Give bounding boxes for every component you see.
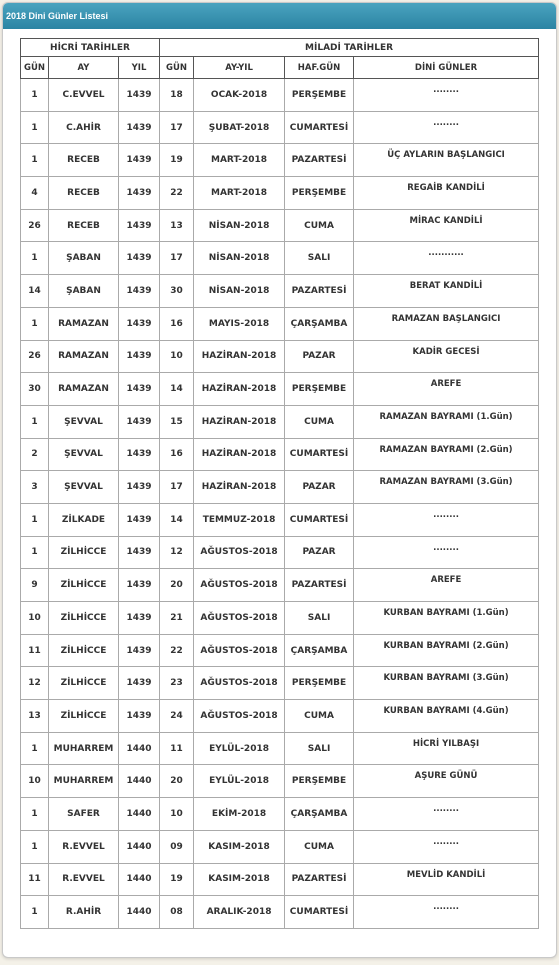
ay-yil-cell: AĞUSTOS-2018 [194, 569, 285, 602]
haf-gun-cell: PAZAR [285, 340, 354, 373]
table-row [21, 79, 539, 112]
dini-gun-cell: KURBAN BAYRAMI (2.Gün) [354, 634, 539, 667]
dini-gun-cell: REGAİB KANDİLİ [354, 177, 539, 210]
dini-gun-cell: ........ [354, 79, 539, 112]
miladi-gun-cell: 17 [160, 242, 194, 275]
ay-yil-cell: HAZİRAN-2018 [194, 340, 285, 373]
hicri-gun-cell: 10 [21, 765, 49, 798]
dini-gun-cell: KURBAN BAYRAMI (1.Gün) [354, 602, 539, 635]
ay-yil-cell: MAYIS-2018 [194, 307, 285, 340]
table-row [21, 765, 539, 798]
haf-gun-cell: ÇARŞAMBA [285, 798, 354, 831]
ay-yil-cell: MART-2018 [194, 177, 285, 210]
hicri-gun-cell: 1 [21, 144, 49, 177]
miladi-gun-cell: 18 [160, 79, 194, 112]
hicri-gun-cell: 1 [21, 732, 49, 765]
hicri-yil-cell: 1439 [119, 700, 160, 733]
haf-gun-cell: PAZARTESİ [285, 144, 354, 177]
ay-yil-cell: HAZİRAN-2018 [194, 405, 285, 438]
hicri-ay-cell: ZİLKADE [49, 503, 119, 536]
haf-gun-cell: CUMARTESİ [285, 503, 354, 536]
dini-gun-cell: KURBAN BAYRAMI (3.Gün) [354, 667, 539, 700]
hicri-ay-cell: RAMAZAN [49, 307, 119, 340]
ay-yil-cell: ARALIK-2018 [194, 896, 285, 929]
hicri-yil-cell: 1439 [119, 471, 160, 504]
miladi-gun-cell: 22 [160, 177, 194, 210]
ay-yil-cell: OCAK-2018 [194, 79, 285, 112]
miladi-gun-cell: 16 [160, 438, 194, 471]
dini-gun-cell: ........ [354, 830, 539, 863]
hicri-yil-cell: 1439 [119, 242, 160, 275]
hicri-ay-cell: RAMAZAN [49, 373, 119, 406]
table-wrapper [20, 38, 538, 929]
table-row [21, 830, 539, 863]
table-row [21, 438, 539, 471]
miladi-gun-cell: 19 [160, 144, 194, 177]
religious-days-table [20, 38, 539, 929]
table-row [21, 896, 539, 929]
hicri-yil-cell: 1439 [119, 373, 160, 406]
hicri-ay-cell: ZİLHİCCE [49, 536, 119, 569]
ay-yil-cell: EYLÜL-2018 [194, 732, 285, 765]
hicri-gun-cell: 30 [21, 373, 49, 406]
miladi-gun-cell: 17 [160, 111, 194, 144]
hicri-yil-cell: 1439 [119, 602, 160, 635]
panel-title: 2018 Dini Günler Listesi [3, 3, 556, 29]
table-row [21, 700, 539, 733]
miladi-gun-cell: 15 [160, 405, 194, 438]
dini-gun-cell: RAMAZAN BAYRAMI (1.Gün) [354, 405, 539, 438]
hicri-gun-cell: 1 [21, 111, 49, 144]
hicri-ay-cell: RECEB [49, 177, 119, 210]
table-row [21, 405, 539, 438]
ay-yil-cell: MART-2018 [194, 144, 285, 177]
table-row [21, 373, 539, 406]
dini-gun-cell: ........ [354, 896, 539, 929]
hicri-ay-cell: ZİLHİCCE [49, 700, 119, 733]
dini-gun-cell: AREFE [354, 373, 539, 406]
hicri-gun-cell: 1 [21, 503, 49, 536]
hicri-gun-cell: 11 [21, 634, 49, 667]
dini-gun-cell: ........ [354, 111, 539, 144]
hicri-yil-cell: 1440 [119, 830, 160, 863]
table-row [21, 111, 539, 144]
hicri-ay-cell: ŞEVVAL [49, 405, 119, 438]
haf-gun-cell: CUMARTESİ [285, 111, 354, 144]
ay-yil-cell: AĞUSTOS-2018 [194, 536, 285, 569]
ay-yil-cell: KASIM-2018 [194, 830, 285, 863]
table-body [21, 79, 539, 929]
ay-yil-cell: HAZİRAN-2018 [194, 373, 285, 406]
dini-gun-cell: BERAT KANDİLİ [354, 275, 539, 308]
header-columns-row [21, 57, 539, 79]
hicri-ay-cell: ZİLHİCCE [49, 602, 119, 635]
table-row [21, 177, 539, 210]
table-row [21, 242, 539, 275]
hicri-gun-cell: 1 [21, 536, 49, 569]
miladi-gun-cell: 08 [160, 896, 194, 929]
haf-gun-cell: PAZAR [285, 536, 354, 569]
miladi-gun-cell: 11 [160, 732, 194, 765]
hicri-yil-cell: 1440 [119, 798, 160, 831]
hicri-gun-cell: 10 [21, 602, 49, 635]
haf-gun-cell: CUMA [285, 700, 354, 733]
miladi-group-header: MİLADİ TARİHLER [160, 39, 539, 57]
header-group-row [21, 39, 539, 57]
dini-gun-cell: KADİR GECESİ [354, 340, 539, 373]
hicri-ay-cell: C.AHİR [49, 111, 119, 144]
table-row [21, 340, 539, 373]
ay-yil-cell: HAZİRAN-2018 [194, 471, 285, 504]
hicri-yil-cell: 1439 [119, 144, 160, 177]
hicri-ay-cell: RECEB [49, 209, 119, 242]
haf-gun-cell: PERŞEMBE [285, 667, 354, 700]
table-row [21, 798, 539, 831]
hicri-yil-cell: 1439 [119, 405, 160, 438]
miladi-gun-cell: 12 [160, 536, 194, 569]
ay-yil-cell: NİSAN-2018 [194, 209, 285, 242]
table-row [21, 144, 539, 177]
miladi-gun-cell: 09 [160, 830, 194, 863]
hicri-gun-cell: 1 [21, 242, 49, 275]
ay-yil-cell: AĞUSTOS-2018 [194, 700, 285, 733]
col-header-dini-gunler: DİNİ GÜNLER [354, 57, 539, 79]
ay-yil-cell: TEMMUZ-2018 [194, 503, 285, 536]
hicri-yil-cell: 1440 [119, 732, 160, 765]
ay-yil-cell: HAZİRAN-2018 [194, 438, 285, 471]
miladi-gun-cell: 20 [160, 569, 194, 602]
haf-gun-cell: PERŞEMBE [285, 373, 354, 406]
hicri-yil-cell: 1439 [119, 667, 160, 700]
col-header-hicri-yil: YIL [119, 57, 160, 79]
haf-gun-cell: PAZARTESİ [285, 569, 354, 602]
col-header-hicri-gun: GÜN [21, 57, 49, 79]
hicri-yil-cell: 1439 [119, 79, 160, 112]
list-panel [2, 2, 557, 958]
hicri-gun-cell: 1 [21, 79, 49, 112]
miladi-gun-cell: 17 [160, 471, 194, 504]
table-row [21, 667, 539, 700]
haf-gun-cell: ÇARŞAMBA [285, 634, 354, 667]
table-row [21, 471, 539, 504]
hicri-gun-cell: 26 [21, 209, 49, 242]
hicri-gun-cell: 9 [21, 569, 49, 602]
table-row [21, 569, 539, 602]
table-row [21, 602, 539, 635]
miladi-gun-cell: 22 [160, 634, 194, 667]
hicri-yil-cell: 1439 [119, 275, 160, 308]
dini-gun-cell: ÜÇ AYLARIN BAŞLANGICI [354, 144, 539, 177]
haf-gun-cell: SALI [285, 732, 354, 765]
hicri-gun-cell: 1 [21, 307, 49, 340]
haf-gun-cell: PAZARTESİ [285, 863, 354, 896]
hicri-yil-cell: 1439 [119, 438, 160, 471]
hicri-ay-cell: ŞEVVAL [49, 471, 119, 504]
dini-gun-cell: ........ [354, 503, 539, 536]
table-row [21, 307, 539, 340]
hicri-ay-cell: ZİLHİCCE [49, 634, 119, 667]
haf-gun-cell: CUMARTESİ [285, 896, 354, 929]
dini-gun-cell: MEVLİD KANDİLİ [354, 863, 539, 896]
dini-gun-cell: MİRAC KANDİLİ [354, 209, 539, 242]
hicri-ay-cell: ŞABAN [49, 275, 119, 308]
haf-gun-cell: SALI [285, 242, 354, 275]
hicri-group-header: HİCRİ TARİHLER [21, 39, 160, 57]
ay-yil-cell: AĞUSTOS-2018 [194, 667, 285, 700]
haf-gun-cell: PERŞEMBE [285, 177, 354, 210]
haf-gun-cell: CUMA [285, 830, 354, 863]
ay-yil-cell: AĞUSTOS-2018 [194, 602, 285, 635]
dini-gun-cell: AREFE [354, 569, 539, 602]
hicri-ay-cell: ZİLHİCCE [49, 667, 119, 700]
miladi-gun-cell: 20 [160, 765, 194, 798]
table-row [21, 634, 539, 667]
dini-gun-cell: RAMAZAN BAYRAMI (2.Gün) [354, 438, 539, 471]
haf-gun-cell: CUMARTESİ [285, 438, 354, 471]
hicri-gun-cell: 1 [21, 830, 49, 863]
table-row [21, 536, 539, 569]
hicri-ay-cell: MUHARREM [49, 732, 119, 765]
dini-gun-cell: KURBAN BAYRAMI (4.Gün) [354, 700, 539, 733]
hicri-yil-cell: 1439 [119, 111, 160, 144]
haf-gun-cell: CUMA [285, 405, 354, 438]
miladi-gun-cell: 19 [160, 863, 194, 896]
dini-gun-cell: RAMAZAN BAŞLANGICI [354, 307, 539, 340]
hicri-yil-cell: 1440 [119, 765, 160, 798]
hicri-gun-cell: 14 [21, 275, 49, 308]
miladi-gun-cell: 21 [160, 602, 194, 635]
hicri-yil-cell: 1439 [119, 209, 160, 242]
hicri-gun-cell: 4 [21, 177, 49, 210]
ay-yil-cell: NİSAN-2018 [194, 242, 285, 275]
hicri-gun-cell: 1 [21, 798, 49, 831]
miladi-gun-cell: 14 [160, 373, 194, 406]
hicri-yil-cell: 1439 [119, 634, 160, 667]
hicri-gun-cell: 1 [21, 405, 49, 438]
haf-gun-cell: CUMA [285, 209, 354, 242]
miladi-gun-cell: 13 [160, 209, 194, 242]
dini-gun-cell: HİCRİ YILBAŞI [354, 732, 539, 765]
ay-yil-cell: AĞUSTOS-2018 [194, 634, 285, 667]
hicri-yil-cell: 1439 [119, 340, 160, 373]
hicri-gun-cell: 11 [21, 863, 49, 896]
hicri-gun-cell: 1 [21, 896, 49, 929]
hicri-gun-cell: 3 [21, 471, 49, 504]
hicri-yil-cell: 1439 [119, 177, 160, 210]
haf-gun-cell: PERŞEMBE [285, 79, 354, 112]
miladi-gun-cell: 14 [160, 503, 194, 536]
haf-gun-cell: SALI [285, 602, 354, 635]
hicri-yil-cell: 1439 [119, 536, 160, 569]
dini-gun-cell: ........ [354, 798, 539, 831]
ay-yil-cell: EKİM-2018 [194, 798, 285, 831]
haf-gun-cell: PAZARTESİ [285, 275, 354, 308]
hicri-gun-cell: 26 [21, 340, 49, 373]
ay-yil-cell: EYLÜL-2018 [194, 765, 285, 798]
hicri-ay-cell: SAFER [49, 798, 119, 831]
table-row [21, 732, 539, 765]
haf-gun-cell: ÇARŞAMBA [285, 307, 354, 340]
hicri-ay-cell: R.AHİR [49, 896, 119, 929]
hicri-ay-cell: RAMAZAN [49, 340, 119, 373]
hicri-ay-cell: ŞABAN [49, 242, 119, 275]
miladi-gun-cell: 10 [160, 798, 194, 831]
miladi-gun-cell: 23 [160, 667, 194, 700]
hicri-gun-cell: 12 [21, 667, 49, 700]
hicri-gun-cell: 13 [21, 700, 49, 733]
hicri-yil-cell: 1440 [119, 863, 160, 896]
table-row [21, 503, 539, 536]
col-header-haf-gun: HAF.GÜN [285, 57, 354, 79]
dini-gun-cell: AŞURE GÜNÜ [354, 765, 539, 798]
miladi-gun-cell: 30 [160, 275, 194, 308]
hicri-ay-cell: RECEB [49, 144, 119, 177]
ay-yil-cell: KASIM-2018 [194, 863, 285, 896]
hicri-ay-cell: R.EVVEL [49, 863, 119, 896]
hicri-yil-cell: 1440 [119, 896, 160, 929]
hicri-ay-cell: MUHARREM [49, 765, 119, 798]
haf-gun-cell: PAZAR [285, 471, 354, 504]
hicri-ay-cell: R.EVVEL [49, 830, 119, 863]
col-header-miladi-gun: GÜN [160, 57, 194, 79]
table-row [21, 863, 539, 896]
dini-gun-cell: RAMAZAN BAYRAMI (3.Gün) [354, 471, 539, 504]
col-header-ay-yil: AY-YIL [194, 57, 285, 79]
table-row [21, 275, 539, 308]
miladi-gun-cell: 24 [160, 700, 194, 733]
dini-gun-cell: ........ [354, 536, 539, 569]
hicri-yil-cell: 1439 [119, 307, 160, 340]
hicri-gun-cell: 2 [21, 438, 49, 471]
hicri-yil-cell: 1439 [119, 569, 160, 602]
ay-yil-cell: ŞUBAT-2018 [194, 111, 285, 144]
hicri-ay-cell: ZİLHİCCE [49, 569, 119, 602]
hicri-yil-cell: 1439 [119, 503, 160, 536]
hicri-ay-cell: ŞEVVAL [49, 438, 119, 471]
ay-yil-cell: NİSAN-2018 [194, 275, 285, 308]
hicri-ay-cell: C.EVVEL [49, 79, 119, 112]
miladi-gun-cell: 16 [160, 307, 194, 340]
haf-gun-cell: PERŞEMBE [285, 765, 354, 798]
dini-gun-cell: ........... [354, 242, 539, 275]
col-header-hicri-ay: AY [49, 57, 119, 79]
table-row [21, 209, 539, 242]
miladi-gun-cell: 10 [160, 340, 194, 373]
